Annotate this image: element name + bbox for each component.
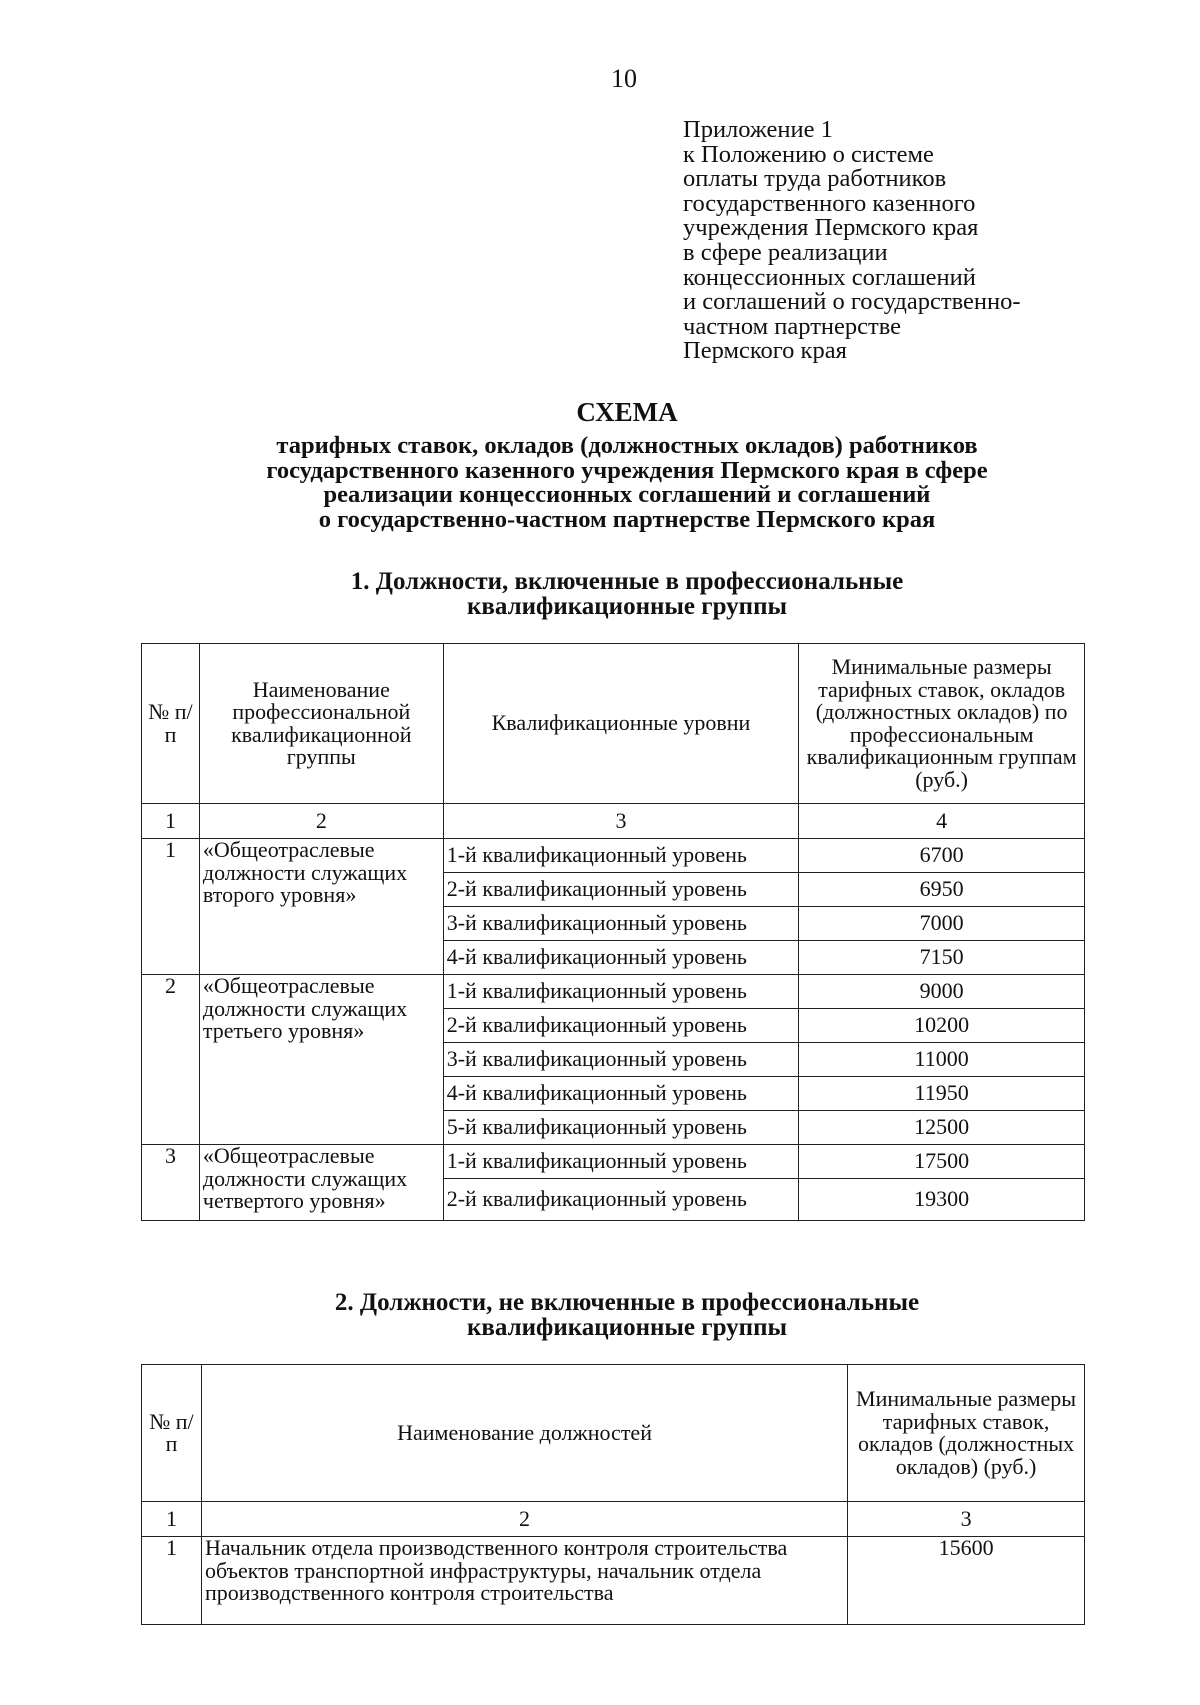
header-position-name: Наименование должностей (201, 1365, 847, 1502)
table-row (142, 839, 1085, 873)
subtitle-line: государственного казенного учреждения Пермского края в сфере (266, 456, 988, 484)
appendix-line: учреждения Пермского края (683, 214, 979, 242)
column-number: 1 (142, 1502, 202, 1537)
section-1-title (0, 569, 1200, 619)
level-amount: 7000 (799, 907, 1085, 941)
group-num: 2 (142, 975, 200, 1145)
column-number: 4 (799, 804, 1085, 839)
level-amount: 9000 (799, 975, 1085, 1009)
level-amount: 17500 (799, 1145, 1085, 1179)
table-row (142, 1537, 1085, 1625)
level-amount: 6950 (799, 873, 1085, 907)
section-title-line: квалификационные группы (466, 593, 788, 620)
level-name: 1-й квалификационный уровень (443, 839, 799, 873)
header-num: № п/п (142, 644, 200, 804)
group-num: 3 (142, 1145, 200, 1221)
column-number: 3 (848, 1502, 1085, 1537)
table-other-positions (141, 1364, 1085, 1625)
column-number: 2 (201, 1502, 847, 1537)
level-name: 3-й квалификационный уровень (443, 1043, 799, 1077)
appendix-line: государственного казенного (683, 189, 976, 217)
header-num: № п/п (142, 1365, 202, 1502)
level-amount: 12500 (799, 1111, 1085, 1145)
table-professional-groups (141, 643, 1085, 1221)
level-name: 1-й квалификационный уровень (443, 1145, 799, 1179)
appendix-line: Приложение 1 (683, 116, 833, 143)
table-row (142, 975, 1085, 1009)
level-name: 2-й квалификационный уровень (443, 873, 799, 907)
position-name: Начальник отдела производственного контроля строительства объектов транспортной инфраструктуры, начальник отдела производственного контроля строительства (201, 1537, 847, 1625)
header-amount: Минимальные размеры тарифных ставок, окладов (должностных окладов) по профессиональным квалификационным группам (руб.) (799, 644, 1085, 804)
appendix-note (683, 118, 1021, 364)
group-name: «Общеотраслевые должности служащих второго уровня» (199, 839, 443, 975)
appendix-line: в сфере реализации (683, 238, 888, 266)
group-name: «Общеотраслевые должности служащих третьего уровня» (199, 975, 443, 1145)
group-num: 1 (142, 839, 200, 975)
section-title-line: 2. Должности, не включенные в профессиональные (334, 1289, 920, 1316)
table-header-row (142, 644, 1085, 804)
level-name: 2-й квалификационный уровень (443, 1009, 799, 1043)
page-number: 10 (611, 64, 637, 93)
section-title-line: квалификационные группы (466, 1314, 788, 1341)
level-amount: 11000 (799, 1043, 1085, 1077)
header-levels: Квалификационные уровни (443, 644, 799, 804)
appendix-line: к Положению о системе (683, 140, 934, 168)
document-subtitle (0, 434, 1200, 532)
column-number: 2 (199, 804, 443, 839)
level-amount: 7150 (799, 941, 1085, 975)
column-numbers-row (142, 1502, 1085, 1537)
column-number: 3 (443, 804, 799, 839)
header-amount: Минимальные размеры тарифных ставок, окладов (должностных окладов) (руб.) (848, 1365, 1085, 1502)
level-name: 5-й квалификационный уровень (443, 1111, 799, 1145)
subtitle-line: реализации концессионных соглашений и соглашений (323, 481, 931, 508)
level-amount: 11950 (799, 1077, 1085, 1111)
position-num: 1 (142, 1537, 202, 1625)
level-amount: 6700 (799, 839, 1085, 873)
level-name: 3-й квалификационный уровень (443, 907, 799, 941)
section-2-title (0, 1290, 1200, 1340)
level-amount: 10200 (799, 1009, 1085, 1043)
appendix-line: и соглашений о государственно- (683, 288, 1021, 316)
column-number: 1 (142, 804, 200, 839)
level-name: 1-й квалификационный уровень (443, 975, 799, 1009)
level-name: 2-й квалификационный уровень (443, 1179, 799, 1221)
level-name: 4-й квалификационный уровень (443, 1077, 799, 1111)
header-group-name: Наименование профессиональной квалификационной группы (199, 644, 443, 804)
level-amount: 19300 (799, 1179, 1085, 1221)
subtitle-line: тарифных ставок, окладов (должностных окладов) работников (276, 432, 978, 459)
appendix-line: частном партнерстве (683, 312, 902, 340)
document-title: СХЕМА (576, 397, 678, 427)
level-name: 4-й квалификационный уровень (443, 941, 799, 975)
position-amount: 15600 (848, 1537, 1085, 1625)
subtitle-line: о государственно-частном партнерстве Пермского края (318, 505, 936, 533)
appendix-line: оплаты труда работников (683, 165, 947, 193)
table-row (142, 1145, 1085, 1179)
column-numbers-row (142, 804, 1085, 839)
group-name: «Общеотраслевые должности служащих четвертого уровня» (199, 1145, 443, 1221)
section-title-line: 1. Должности, включенные в профессиональные (350, 568, 904, 595)
table-header-row (142, 1365, 1085, 1502)
appendix-line: Пермского края (683, 337, 847, 365)
appendix-line: концессионных соглашений (683, 263, 976, 291)
